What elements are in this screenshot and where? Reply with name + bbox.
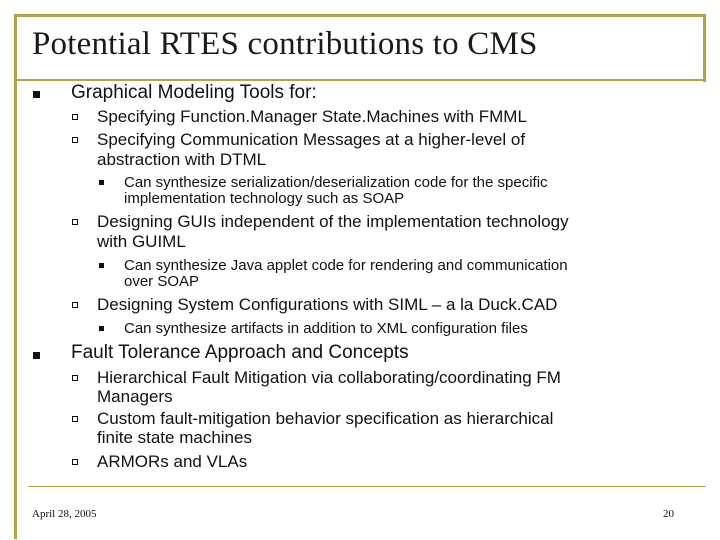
slide-frame-top (14, 14, 706, 17)
sub-bullet-item: Designing System Configurations with SIML – a la Duck.CAD (97, 295, 558, 314)
title-underline (14, 79, 706, 81)
sub-sub-bullet-item: Can synthesize serialization/deserialization code for the specific (124, 174, 548, 191)
hollow-square-bullet-icon (72, 459, 78, 465)
sub-bullet-item: Specifying Function.Manager State.Machines with FMML (97, 107, 527, 126)
square-bullet-icon (99, 326, 104, 331)
hollow-square-bullet-icon (72, 302, 78, 308)
square-bullet-icon (99, 180, 104, 185)
slide-frame-left (14, 14, 17, 539)
sub-bullet-item-continuation: abstraction with DTML (97, 150, 267, 169)
hollow-square-bullet-icon (72, 416, 78, 422)
sub-bullet-item-continuation: finite state machines (97, 428, 252, 447)
hollow-square-bullet-icon (72, 114, 78, 120)
sub-sub-bullet-item: Can synthesize Java applet code for rendering and communication (124, 257, 568, 274)
bullet-item: Fault Tolerance Approach and Concepts (71, 342, 409, 363)
sub-sub-bullet-item-continuation: over SOAP (124, 273, 200, 290)
sub-bullet-item: Designing GUIs independent of the implementation technology (97, 212, 569, 231)
sub-sub-bullet-item: Can synthesize artifacts in addition to XML configuration files (124, 320, 528, 337)
sub-bullet-item: Hierarchical Fault Mitigation via collaborating/coordinating FM (97, 368, 561, 387)
sub-bullet-item: Custom fault-mitigation behavior specification as hierarchical (97, 409, 554, 428)
slide-title: Potential RTES contributions to CMS (32, 26, 538, 62)
square-bullet-icon (33, 91, 40, 98)
hollow-square-bullet-icon (72, 137, 78, 143)
sub-sub-bullet-item-continuation: implementation technology such as SOAP (124, 190, 405, 207)
square-bullet-icon (33, 352, 40, 359)
sub-bullet-item-continuation: with GUIML (97, 232, 186, 251)
sub-bullet-item: ARMORs and VLAs (97, 452, 248, 471)
sub-bullet-item: Specifying Communication Messages at a higher-level of (97, 130, 526, 149)
page-number: 20 (663, 508, 674, 520)
sub-bullet-item-continuation: Managers (97, 387, 173, 406)
square-bullet-icon (99, 263, 104, 268)
footer-date: April 28, 2005 (32, 508, 97, 520)
hollow-square-bullet-icon (72, 375, 78, 381)
hollow-square-bullet-icon (72, 219, 78, 225)
bullet-item: Graphical Modeling Tools for: (71, 82, 317, 103)
footer-divider (28, 486, 706, 487)
slide-frame-right (703, 14, 706, 82)
